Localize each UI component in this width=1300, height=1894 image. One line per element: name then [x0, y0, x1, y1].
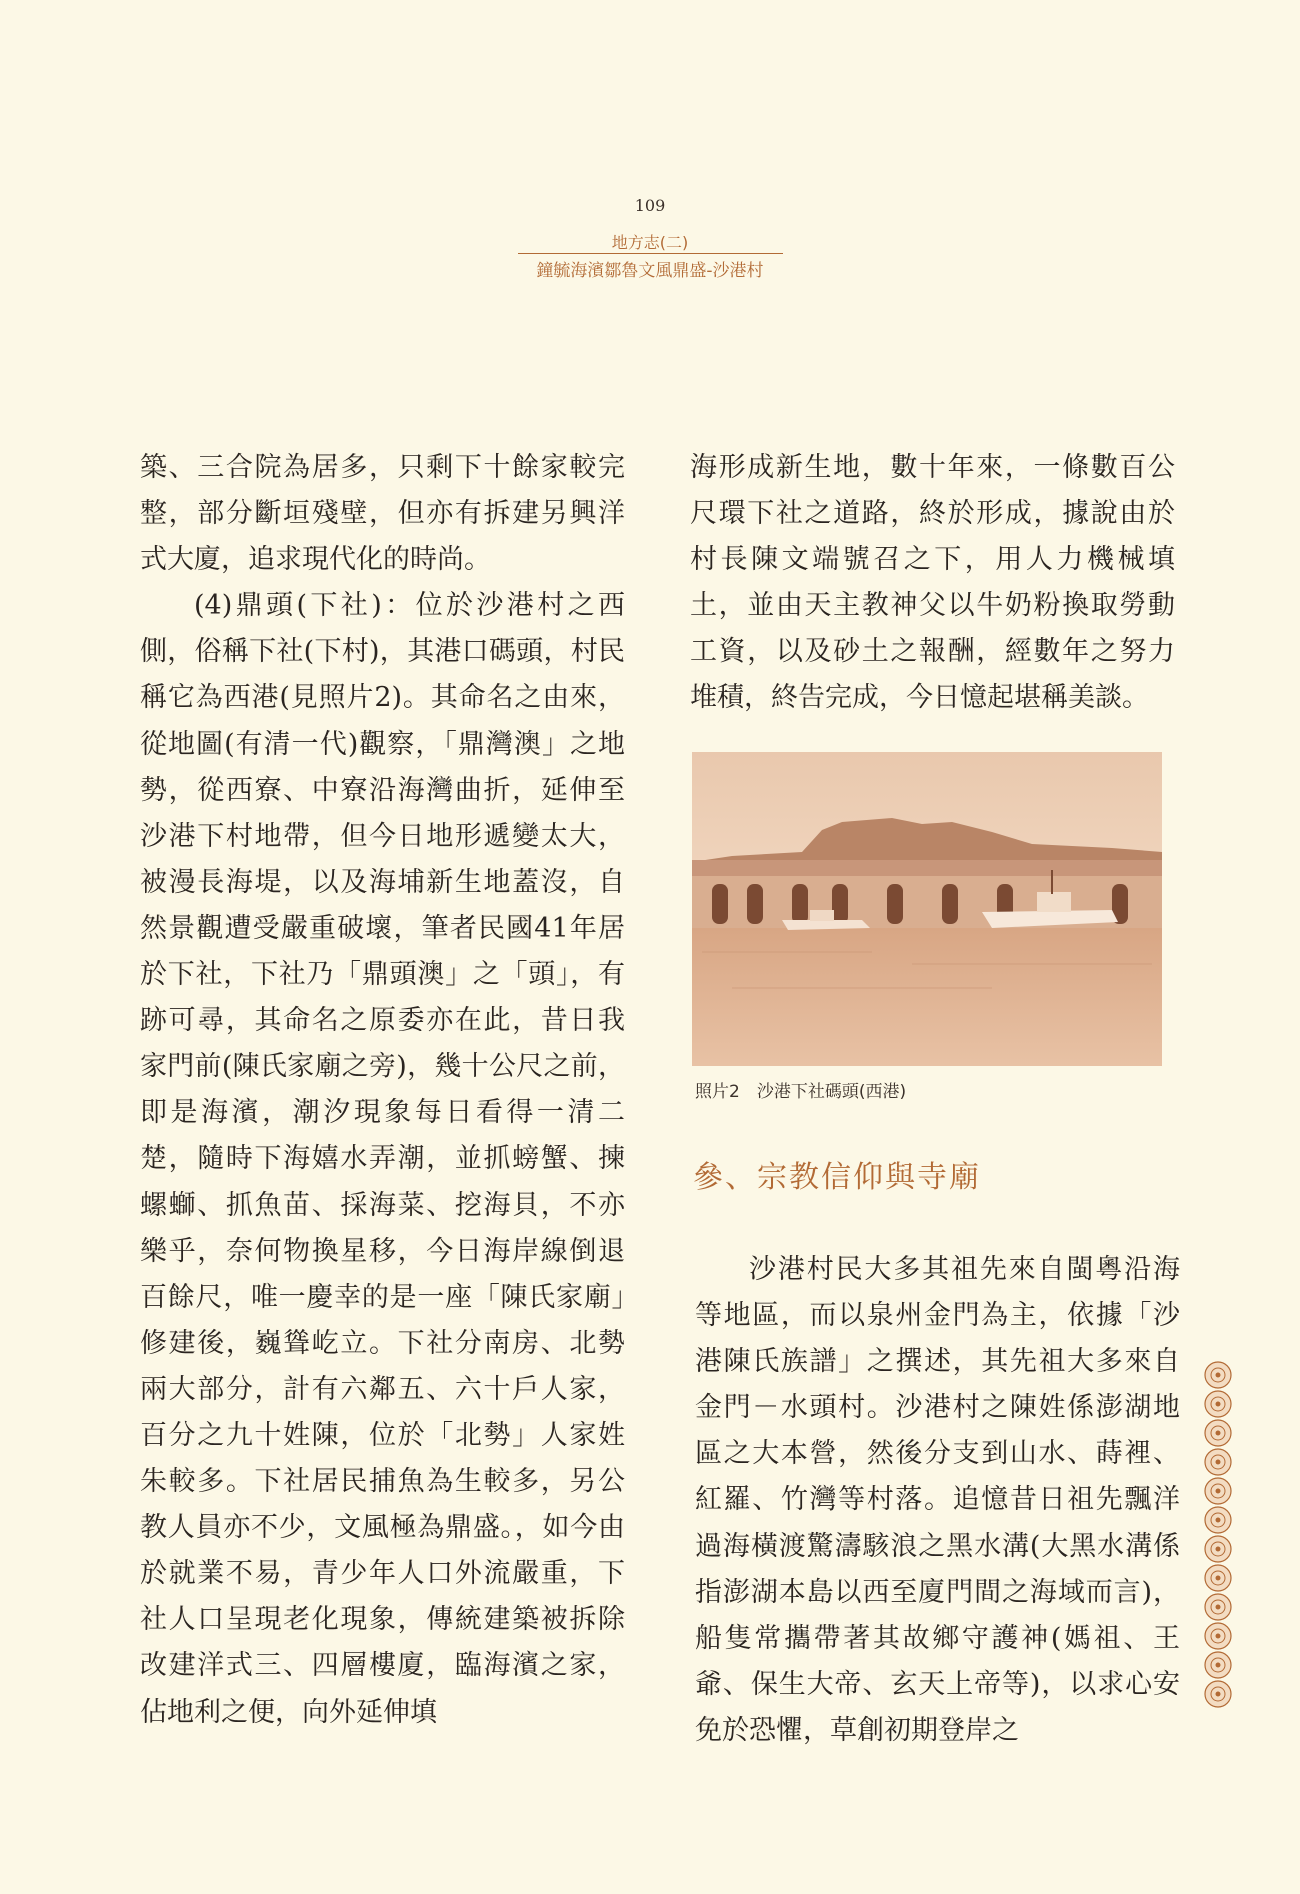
right-column-bottom	[695, 1247, 1180, 1754]
right-column-top	[690, 445, 1175, 722]
flower-medallion-icon	[1205, 1449, 1231, 1475]
section-heading: 參、宗教信仰與寺廟	[693, 1160, 981, 1195]
flower-medallion-icon	[1205, 1478, 1231, 1504]
harbor-photo-illustration	[692, 752, 1162, 1066]
flower-medallion-icon	[1205, 1536, 1231, 1562]
paragraph-residential-buildings: 築、三合院為居多，只剩下十餘家較完整，部分斷垣殘壁，但亦有拆建另興洋式大廈，追求現代化的時尚。	[140, 452, 625, 576]
flower-medallion-icon	[1205, 1362, 1231, 1388]
running-header-subtitle: 鐘毓海濱鄒魯文風鼎盛-沙港村	[536, 261, 764, 281]
flower-medallion-icon	[1205, 1391, 1231, 1417]
photo-caption: 照片2 沙港下社碼頭(西港)	[695, 1082, 907, 1102]
flower-medallion-icon	[1205, 1507, 1231, 1533]
left-column	[140, 445, 625, 1736]
harbor-photo	[692, 752, 1162, 1066]
paragraph-new-land: 海形成新生地，數十年來，一條數百公尺環下社之道路，終於形成，據說由於村長陳文端號召之下，用人力機械填土，並由天主教神父以牛奶粉換取勞動工資，以及砂土之報酬，經數年之努力堆積，終告完成，今日憶起堪稱美談。	[690, 452, 1175, 714]
page-number: 109	[634, 196, 666, 215]
paragraph-dingtou-xiashe: (4)鼎頭(下社)：位於沙港村之西側，俗稱下社(下村)，其港口碼頭，村民稱它為西港(見照片2)。其命名之由來，從地圖(有清一代)觀察，「鼎灣澳」之地勢，從西寮、中寮沿海灣曲折，延伸至沙港下村地帶，但今日地形遞變太大，被漫長海堤，以及海埔新生地蓋沒，自然景觀遭受嚴重破壞，筆者民國41年居於下社，下社乃「鼎頭澳」之「頭」，有跡可尋，其命名之原委亦在此，昔日我家門前(陳氏家廟之旁)，幾十公尺之前，即是海濱，潮汐現象每日看得一清二楚，隨時下海嬉水弄潮，並抓螃蟹、揀螺螄、抓魚苗、採海菜、挖海貝，不亦樂乎，奈何物換星移，今日海岸線倒退百餘尺，唯一慶幸的是一座「陳氏家廟」修建後，巍聳屹立。下社分南房、北勢兩大部分，計有六鄰五、六十戶人家，百分之九十姓陳，位於「北勢」人家姓朱較多。下社居民捕魚為生較多，另公教人員亦不少，文風極為鼎盛。，如今由於就業不易，青少年人口外流嚴重，下社人口呈現老化現象，傳統建築被拆除改建洋式三、四層樓廈，臨海濱之家，佔地利之便，向外延伸填	[140, 590, 625, 1728]
flower-medallion-icon	[1205, 1652, 1231, 1678]
flower-medallion-icon	[1205, 1565, 1231, 1591]
running-header-title: 地方志(二)	[611, 233, 689, 252]
header-divider	[518, 253, 783, 254]
flower-medallion-icon	[1205, 1420, 1231, 1446]
flower-medallion-icon	[1205, 1681, 1231, 1707]
flower-medallion-icon	[1205, 1623, 1231, 1649]
flower-medallion-icon	[1205, 1594, 1231, 1620]
paragraph-ancestry: 沙港村民大多其祖先來自閩粵沿海等地區，而以泉州金門為主，依據「沙港陳氏族譜」之撰述，其先祖大多來自金門－水頭村。沙港村之陳姓係澎湖地區之大本營，然後分支到山水、蒔裡、紅羅、竹灣等村落。追憶昔日祖先飄洋過海橫渡驚濤駭浪之黑水溝(大黑水溝係指澎湖本島以西至廈門間之海域而言)，船隻常攜帶著其故鄉守護神(媽祖、王爺、保生大帝、玄天上帝等)，以求心安免於恐懼，草創初期登岸之	[695, 1254, 1180, 1746]
flower-medallion-icon	[1198, 1360, 1238, 1720]
